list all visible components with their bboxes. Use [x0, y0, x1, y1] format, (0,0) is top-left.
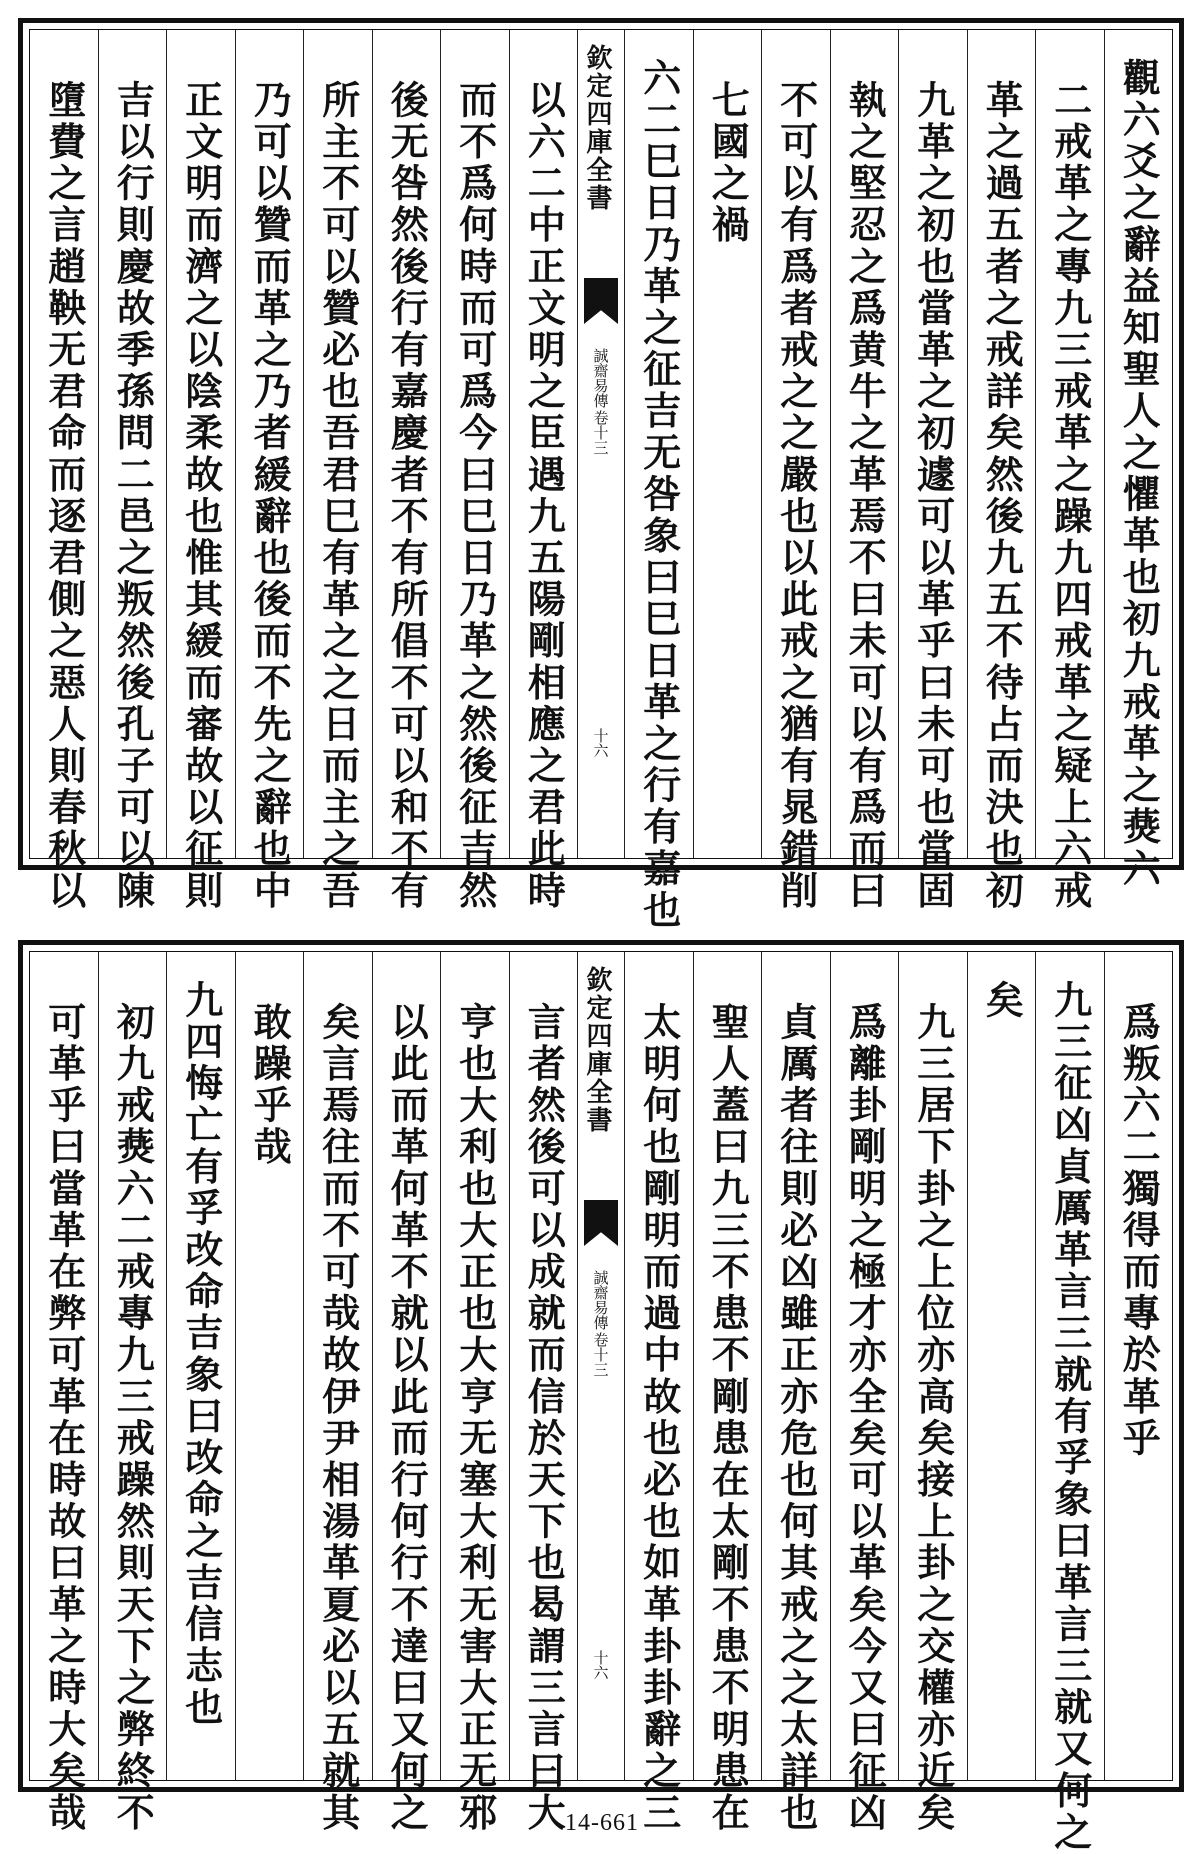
text-column — [898, 30, 967, 912]
spine-folio: 十六 — [591, 1650, 610, 1680]
column-text: 九三居下卦之上位亦高矣接上卦之交權亦近矣 — [910, 1002, 956, 1834]
text-column — [830, 30, 899, 912]
text-column — [440, 30, 509, 912]
column-text: 可革乎曰當革在㢢可革在時故曰革之時大矣哉 — [41, 1002, 87, 1834]
column-text: 九四悔亡有孚改命吉象曰改命之吉信志也 — [178, 980, 224, 1729]
column-text: 七國之禍 — [705, 80, 751, 247]
column-text: 二戒革之專九三戒革之躁九四戒革之疑上六戒 — [1047, 80, 1093, 912]
text-column — [98, 952, 167, 1834]
column-text: 乃可以贊而革之乃者緩辭也後而不先之辭也中 — [247, 80, 293, 912]
column-text: 吉以行則慶故季孫問二邑之叛然後孔子可以陳 — [110, 80, 156, 912]
text-column — [98, 30, 167, 912]
spine-column — [577, 30, 624, 858]
spine-volume: 卷十三 — [591, 1332, 610, 1377]
text-column — [1035, 952, 1104, 1854]
column-text: 九三征凶貞厲革言三就有孚象曰革言三就又何之 — [1047, 980, 1093, 1854]
text-column — [1104, 952, 1173, 1780]
spine-folio: 十六 — [591, 728, 610, 758]
text-column — [235, 30, 304, 912]
text-column — [372, 30, 441, 912]
text-column — [898, 952, 967, 1834]
column-text: 以此而革何革不就以此而行何行不達曰又何之 — [384, 1002, 430, 1834]
text-column — [509, 952, 578, 1834]
text-column — [30, 952, 98, 1834]
top-page-frame — [18, 18, 1184, 932]
text-column — [761, 30, 830, 912]
column-text: 執之堅忍之爲黄牛之革焉不曰未可以有爲而曰 — [842, 80, 888, 912]
spine-volume: 卷十三 — [591, 410, 610, 455]
column-text: 而不爲何時而可爲今曰巳日乃革之然後征吉然 — [452, 80, 498, 912]
text-column — [761, 952, 830, 1834]
column-text: 九革之初也當革之初遽可以革乎曰未可也當固 — [910, 80, 956, 912]
spine-title: 欽定四庫全書 — [582, 966, 612, 1134]
top-page-columns — [29, 29, 1173, 932]
text-column — [967, 30, 1036, 912]
text-column — [624, 952, 693, 1834]
text-column — [166, 952, 235, 1780]
text-column — [30, 30, 98, 912]
text-column — [303, 952, 372, 1834]
spine-title: 欽定四庫全書 — [582, 44, 612, 212]
text-column — [1104, 30, 1173, 890]
text-column — [693, 30, 762, 858]
text-column — [372, 952, 441, 1834]
column-text: 不可以有爲者戒之之嚴也以此戒之猶有晁錯削 — [773, 80, 819, 912]
column-text: 所主不可以贊必也吾君巳有革之之日而主之吾 — [315, 80, 361, 912]
text-column — [166, 30, 235, 912]
column-text: 後无咎然後行有嘉慶者不有所倡不可以和不有 — [384, 80, 430, 912]
column-text: 亨也大利也大正也大亨无塞大利无害大正无邪 — [452, 1002, 498, 1834]
spine-book-title: 誠齋易傳 — [591, 1270, 610, 1330]
column-text: 爲叛六二獨得而專於革乎 — [1116, 1002, 1162, 1460]
text-column — [1035, 30, 1104, 912]
column-text: 正文明而濟之以陰柔故也惟其緩而審故以征則 — [178, 80, 224, 912]
text-column — [830, 952, 899, 1834]
column-text: 貞厲者往則必凶雖正亦危也何其戒之之太詳也 — [773, 1002, 819, 1834]
text-column — [235, 952, 304, 1780]
column-text: 矣 — [979, 980, 1025, 1022]
column-text: 革之過五者之戒詳矣然後九五不待占而決也初 — [979, 80, 1025, 912]
column-text: 以六二中正文明之臣遇九五陽剛相應之君此時 — [521, 80, 567, 912]
column-text: 太明何也剛明而過中故也必也如革卦卦辭之三 — [636, 1002, 682, 1834]
column-text: 矣言焉往而不可哉故伊尹相湯革夏必以五就其 — [315, 1002, 361, 1834]
spine-column — [577, 952, 624, 1780]
spine-book-info — [591, 348, 612, 455]
spine-book-title: 誠齋易傳 — [591, 348, 610, 408]
column-text: 六二巳日乃革之征吉无咎象曰巳日革之行有嘉也 — [636, 58, 682, 932]
page-number: 14-661 — [565, 1810, 639, 1836]
column-text: 觀六爻之辭益知聖人之懼革也初九戒革之㷼六 — [1116, 58, 1162, 890]
text-column — [967, 952, 1036, 1780]
text-column — [693, 952, 762, 1834]
fish-tail-mark — [584, 1200, 618, 1246]
column-text: 聖人蓋曰九三不患不剛患在太剛不患不明患在 — [705, 1002, 751, 1834]
text-column — [303, 30, 372, 912]
text-column — [509, 30, 578, 912]
column-text: 敢躁乎哉 — [247, 1002, 293, 1169]
text-column — [440, 952, 509, 1834]
column-text: 墮費之言趙鞅无君命而逐君側之惡人則春秋以 — [41, 80, 87, 912]
column-text: 初九戒㷼六二戒專九三戒躁然則天下之㢢終不 — [110, 1002, 156, 1834]
fish-tail-mark — [584, 278, 618, 324]
column-text: 爲離卦剛明之極才亦全矣可以革矣今又曰征凶 — [842, 1002, 888, 1834]
text-column — [624, 30, 693, 932]
spine-book-info — [591, 1270, 612, 1377]
column-text: 言者然後可以成就而信於天下也曷謂三言曰大 — [521, 1002, 567, 1834]
